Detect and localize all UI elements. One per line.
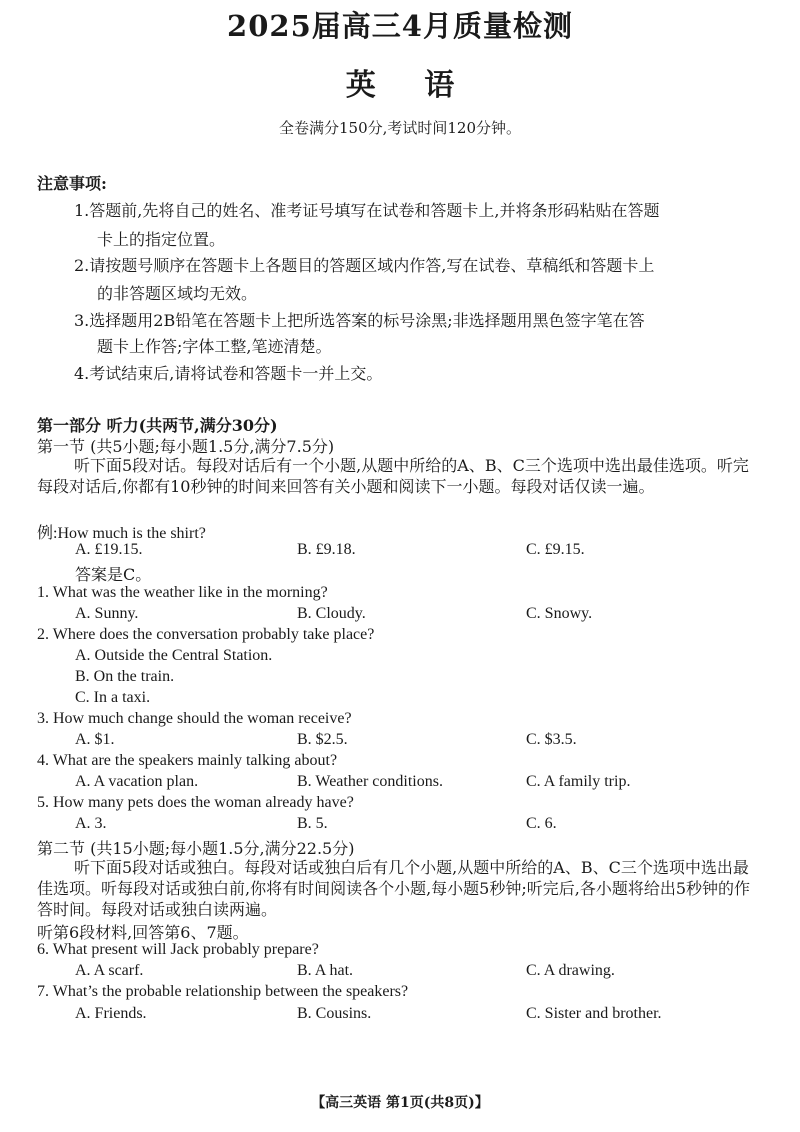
q5-option-a: A. 3. <box>75 815 107 832</box>
q4-option-a: A. A vacation plan. <box>75 773 199 790</box>
question-2: 2. Where does the conversation probably take place? <box>37 626 375 643</box>
q1-option-c: C. Snowy. <box>526 605 593 622</box>
note-3-line-2: 题卡上作答;字体工整,笔迹清楚。 <box>97 337 332 356</box>
q6-option-c: C. A drawing. <box>526 962 615 979</box>
question-7: 7. What’s the probable relationship between the speakers? <box>37 983 409 1000</box>
note-3-line-1: 3.选择题用2B铅笔在答题卡上把所选答案的标号涂黑;非选择题用黑色签字笔在答 <box>74 311 645 330</box>
section1-heading: 第一节 (共5小题;每小题1.5分,满分7.5分) <box>37 437 335 456</box>
example-option-b: B. £9.18. <box>297 541 356 558</box>
example-option-a: A. £19.15. <box>75 541 143 558</box>
score-info: 全卷满分150分,考试时间120分钟。 <box>278 119 522 137</box>
q4-option-b: B. Weather conditions. <box>297 773 443 790</box>
exam-title: 2025届高三4月质量检测 <box>227 9 573 43</box>
note-1-line-2: 卡上的指定位置。 <box>97 230 226 249</box>
q3-option-a: A. $1. <box>75 731 115 748</box>
q7-option-a: A. Friends. <box>75 1005 147 1022</box>
q6-option-b: B. A hat. <box>297 962 354 979</box>
q7-option-b: B. Cousins. <box>297 1005 372 1022</box>
subject-title: 英 语 <box>345 68 455 103</box>
question-5: 5. How many pets does the woman already have? <box>37 794 354 811</box>
q3-option-c: C. $3.5. <box>526 731 577 748</box>
q7-option-c: C. Sister and brother. <box>526 1005 662 1022</box>
q5-option-c: C. 6. <box>526 815 557 832</box>
part1-heading: 第一部分 听力(共两节,满分30分) <box>37 416 278 435</box>
q2-option-a: A. Outside the Central Station. <box>75 647 273 664</box>
q1-option-b: B. Cloudy. <box>297 605 366 622</box>
note-4-line-1: 4.考试结束后,请将试卷和答题卡一并上交。 <box>74 364 383 383</box>
q4-option-c: C. A family trip. <box>526 773 631 790</box>
q2-option-b: B. On the train. <box>75 668 175 685</box>
example-answer: 答案是C。 <box>75 565 152 584</box>
q2-option-c: C. In a taxi. <box>75 689 151 706</box>
q3-option-b: B. $2.5. <box>297 731 348 748</box>
notes-heading: 注意事项: <box>37 174 107 193</box>
example-question: 例:How much is the shirt? <box>37 525 206 542</box>
note-2-line-2: 的非答题区域均无效。 <box>97 284 258 303</box>
question-4: 4. What are the speakers mainly talking about? <box>37 752 338 769</box>
section1-instructions: 听下面5段对话。每段对话后有一个小题,从题中所给的A、B、C三个选项中选出最佳选项。听完每段对话后,你都有10秒钟的时间来回答有关小题和阅读下一小题。每段对话仅读一遍。 <box>37 456 749 496</box>
q1-option-a: A. Sunny. <box>75 605 139 622</box>
question-3: 3. How much change should the woman receive? <box>37 710 352 727</box>
note-2-line-1: 2.请按题号顺序在答题卡上各题目的答题区域内作答,写在试卷、草稿纸和答题卡上 <box>74 256 655 275</box>
page-footer: 【高三英语 第1页(共8页)】 <box>311 1095 489 1111</box>
example-option-c: C. £9.15. <box>526 541 585 558</box>
section2-instructions: 听下面5段对话或独白。每段对话或独白后有几个小题,从题中所给的A、B、C三个选项中选出最佳选项。听每段对话或独白前,你将有时间阅读各个小题,每小题5秒钟;听完后,各小题将给出5秒钟的作答时间。每段对话或独白读两遍。 <box>37 858 751 919</box>
material-prompt: 听第6段材料,回答第6、7题。 <box>37 923 249 942</box>
q5-option-b: B. 5. <box>297 815 328 832</box>
section2-heading: 第二节 (共15小题;每小题1.5分,满分22.5分) <box>37 839 355 858</box>
question-1: 1. What was the weather like in the morning? <box>37 584 328 601</box>
note-1-line-1: 1.答题前,先将自己的姓名、准考证号填写在试卷和答题卡上,并将条形码粘贴在答题 <box>74 201 660 220</box>
q6-option-a: A. A scarf. <box>75 962 144 979</box>
question-6: 6. What present will Jack probably prepare? <box>37 941 319 958</box>
